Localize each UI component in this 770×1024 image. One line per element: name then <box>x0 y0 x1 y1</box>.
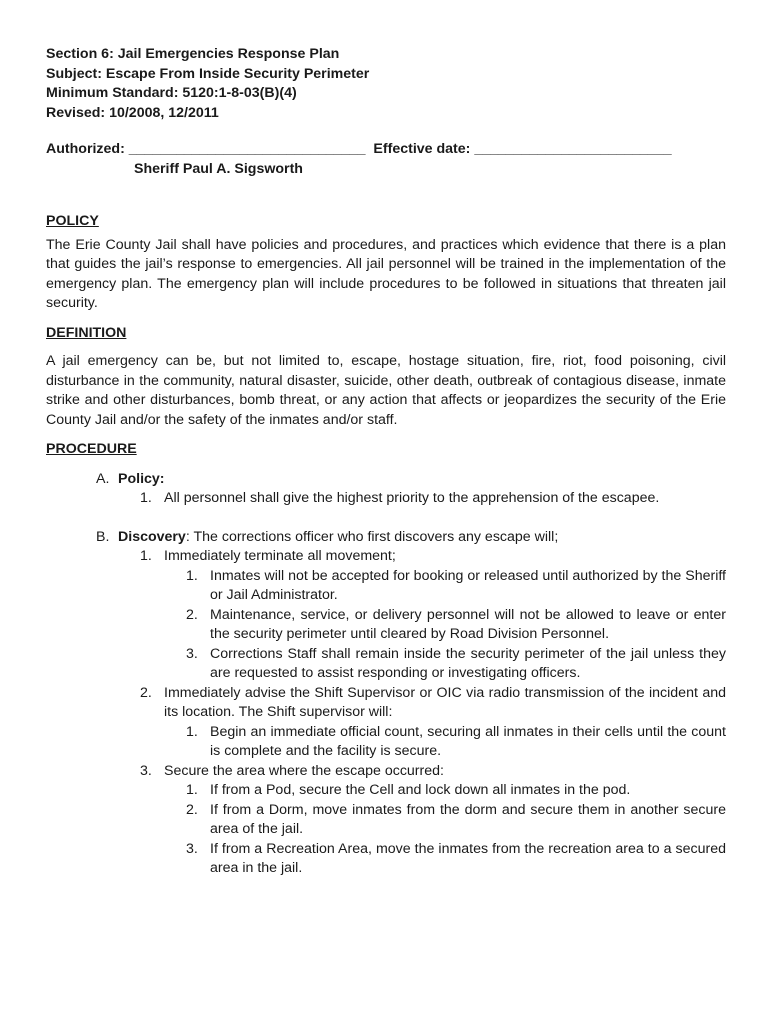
subject-line: Subject: Escape From Inside Security Perimeter <box>46 65 370 82</box>
definition-text: A jail emergency can be, but not limited to, escape, hostage situation, fire, riot, food poisoning, civil disturbance in the community, natural disaster, suicide, other death, outbreak of contagious disease, inmate strike and other disturbances, bomb threat, or any action that affects or jeopardizes the security of the Erie County Jail and/or the safety of the inmates and/or staff. <box>46 353 726 428</box>
list-item <box>46 762 726 782</box>
revised-line: Revised: 10/2008, 12/2011 <box>46 104 219 121</box>
list-item-text: If from a Pod, secure the Cell and lock down all inmates in the pod. <box>210 782 631 798</box>
document-page <box>46 45 726 879</box>
list-item-text: Corrections Staff shall remain inside the security perimeter of the jail unless they are requested to assist responding or investigating officers. <box>210 645 726 681</box>
list-marker: B. <box>96 528 110 545</box>
policy-text: The Erie County Jail shall have policies and procedures, and practices which evidence that there is a plan that guides the jail’s response to emergencies. All jail personnel will be trained in the implementation of the emergency plan. The emergency plan will include procedures to be followed in situations that threaten jail security. <box>46 236 726 311</box>
sub-list-item <box>46 840 726 879</box>
list-item-text: All personnel shall give the highest priority to the apprehension of the escapee. <box>164 490 660 506</box>
signer-name: Sheriff Paul A. Sigsworth <box>134 160 303 177</box>
definition-heading: DEFINITION <box>46 324 127 341</box>
list-item <box>46 489 726 509</box>
list-item-text: Immediately advise the Shift Supervisor or OIC via radio transmission of the incident and its location. The Shift supervisor will: <box>164 684 726 720</box>
list-number: 2. <box>140 684 152 701</box>
effective-date-field: Effective date: _________________________ <box>373 141 672 157</box>
list-number: 3. <box>186 645 198 662</box>
minimum-standard-line: Minimum Standard: 5120:1-8-03(B)(4) <box>46 85 297 101</box>
list-item-text: Maintenance, service, or delivery personnel will not be allowed to leave or enter the security perimeter until cleared by Road Division Personnel. <box>210 606 726 642</box>
procedure-item-title: Policy: <box>118 470 165 487</box>
list-item-text: Immediately terminate all movement; <box>164 548 396 564</box>
sub-list-item <box>46 801 726 840</box>
sub-list-item <box>46 781 726 801</box>
list-number: 1. <box>140 548 152 564</box>
list-number: 2. <box>186 606 198 623</box>
list-item <box>46 547 726 567</box>
sub-list-item <box>46 567 726 606</box>
document-header <box>46 45 726 123</box>
list-number: 3. <box>186 840 198 857</box>
list-number: 3. <box>140 762 152 779</box>
procedure-item-intro: : The corrections officer who first discovers any escape will; <box>185 528 559 545</box>
authorized-signature-field: Authorized: ______________________________ <box>46 141 366 157</box>
procedure-item-a <box>46 470 726 490</box>
list-item-text: Begin an immediate official count, securing all inmates in their cells until the count is complete and the facility is secure. <box>210 723 726 759</box>
sub-list-item <box>46 606 726 645</box>
list-item-text: Secure the area where the escape occurred: <box>164 762 444 779</box>
list-item-text: If from a Dorm, move inmates from the dorm and secure them in another secure area of the jail. <box>210 801 726 837</box>
list-item-text: Inmates will not be accepted for booking or released until authorized by the Sheriff or Jail Administrator. <box>210 567 726 603</box>
sub-list-item <box>46 723 726 762</box>
list-number: 1. <box>186 567 198 584</box>
list-number: 1. <box>186 782 198 798</box>
authorization-line <box>46 140 726 160</box>
procedure-item-b <box>46 528 726 548</box>
procedure-heading: PROCEDURE <box>46 441 137 457</box>
list-number: 1. <box>140 490 152 506</box>
list-number: 2. <box>186 801 198 818</box>
list-marker: A. <box>96 470 110 487</box>
list-item-text: If from a Recreation Area, move the inmates from the recreation area to a secured area in the jail. <box>210 840 726 876</box>
list-number: 1. <box>186 723 198 740</box>
sub-list-item <box>46 645 726 684</box>
procedure-item-title: Discovery <box>118 528 186 545</box>
list-item <box>46 684 726 723</box>
policy-heading: POLICY <box>46 213 99 229</box>
section-title: Section 6: Jail Emergencies Response Plan <box>46 46 340 62</box>
